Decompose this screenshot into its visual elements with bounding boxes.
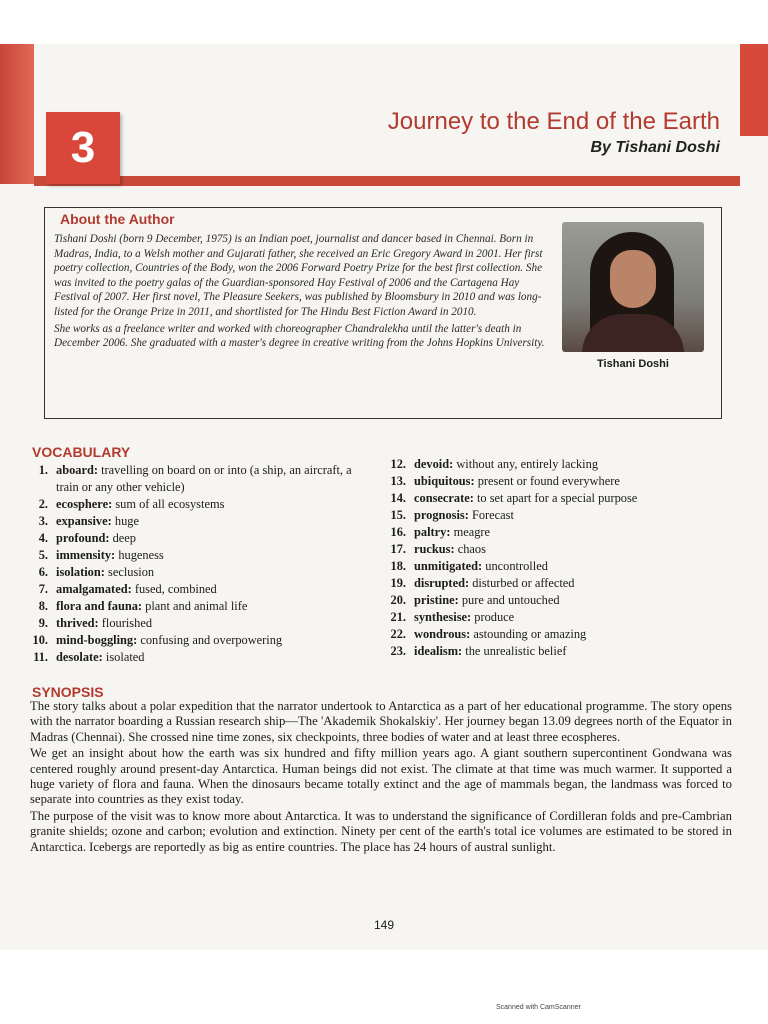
right-decorative-band xyxy=(740,44,768,136)
vocabulary-number: 17. xyxy=(390,542,406,556)
vocabulary-number: 18. xyxy=(390,559,406,573)
vocabulary-definition: astounding or amazing xyxy=(473,627,587,641)
vocabulary-item xyxy=(384,507,724,524)
vocabulary-term: wondrous: xyxy=(414,627,471,641)
vocabulary-term: synthesise: xyxy=(414,610,472,624)
vocabulary-definition: pure and untouched xyxy=(461,593,560,607)
vocabulary-number: 14. xyxy=(390,491,406,505)
vocabulary-term: aboard: xyxy=(56,463,98,477)
vocabulary-number: 7. xyxy=(38,582,48,596)
vocabulary-definition: meagre xyxy=(453,525,491,539)
vocabulary-definition: confusing and overpowering xyxy=(140,633,283,647)
vocabulary-definition: without any, entirely lacking xyxy=(456,457,599,471)
vocabulary-item xyxy=(26,649,370,666)
author-photo-caption: Tishani Doshi xyxy=(597,358,669,370)
vocabulary-definition: flourished xyxy=(101,616,153,630)
vocabulary-term: flora and fauna: xyxy=(56,599,143,613)
vocabulary-term: ruckus: xyxy=(414,542,455,556)
vocabulary-term: amalgamated: xyxy=(56,582,132,596)
vocabulary-number: 12. xyxy=(390,457,406,471)
vocabulary-definition: huge xyxy=(114,514,139,528)
vocabulary-definition: to set apart for a special purpose xyxy=(476,491,638,505)
vocabulary-number: 9. xyxy=(38,616,48,630)
vocabulary-definition: Forecast xyxy=(471,508,514,522)
vocabulary-item xyxy=(384,626,724,643)
vocabulary-item xyxy=(384,541,724,558)
chapter-byline: By Tishani Doshi xyxy=(590,139,720,156)
vocabulary-number: 3. xyxy=(38,514,48,528)
vocabulary-term: expansive: xyxy=(56,514,112,528)
vocabulary-term: profound: xyxy=(56,531,110,545)
vocabulary-item xyxy=(384,609,724,626)
vocabulary-item xyxy=(26,530,370,547)
vocabulary-definition: uncontrolled xyxy=(485,559,548,573)
vocabulary-number: 20. xyxy=(390,593,406,607)
vocabulary-term: desolate: xyxy=(56,650,103,664)
vocabulary-number: 23. xyxy=(390,644,406,658)
vocabulary-item xyxy=(384,575,724,592)
vocabulary-definition: chaos xyxy=(457,542,486,556)
vocabulary-definition: isolated xyxy=(105,650,145,664)
vocabulary-number: 11. xyxy=(33,650,48,664)
vocabulary-item xyxy=(384,524,724,541)
vocabulary-definition: present or found everywhere xyxy=(477,474,620,488)
vocabulary-item xyxy=(384,592,724,609)
vocabulary-item xyxy=(384,490,724,507)
vocabulary-item xyxy=(26,462,370,496)
vocabulary-definition: seclusion xyxy=(108,565,155,579)
vocabulary-column-1 xyxy=(26,462,370,666)
author-photo xyxy=(562,222,704,352)
synopsis-heading: SYNOPSIS xyxy=(32,684,104,700)
vocabulary-number: 16. xyxy=(390,525,406,539)
vocabulary-term: idealism: xyxy=(414,644,463,658)
vocabulary-column-2 xyxy=(384,456,724,660)
vocabulary-term: consecrate: xyxy=(414,491,474,505)
vocabulary-term: isolation: xyxy=(56,565,105,579)
vocabulary-number: 4. xyxy=(38,531,48,545)
vocabulary-item xyxy=(26,615,370,632)
vocabulary-definition: sum of all ecosystems xyxy=(115,497,225,511)
vocabulary-definition: deep xyxy=(112,531,136,545)
vocabulary-item xyxy=(26,547,370,564)
page-number: 149 xyxy=(373,918,395,932)
vocabulary-item xyxy=(26,598,370,615)
vocabulary-term: pristine: xyxy=(414,593,459,607)
vocabulary-definition: the unrealistic belief xyxy=(465,644,567,658)
vocabulary-item xyxy=(384,558,724,575)
vocabulary-term: mind-boggling: xyxy=(56,633,138,647)
vocabulary-term: disrupted: xyxy=(414,576,470,590)
vocabulary-number: 21. xyxy=(390,610,406,624)
vocabulary-item xyxy=(26,564,370,581)
vocabulary-item xyxy=(26,581,370,598)
vocabulary-number: 19. xyxy=(390,576,406,590)
about-author-text xyxy=(54,232,550,353)
vocabulary-term: devoid: xyxy=(414,457,454,471)
synopsis-text xyxy=(30,699,732,856)
vocabulary-definition: produce xyxy=(474,610,515,624)
vocabulary-definition: hugeness xyxy=(118,548,164,562)
vocabulary-item xyxy=(26,632,370,649)
chapter-number: 3 xyxy=(46,112,120,184)
synopsis-paragraph: The story talks about a polar expedition that the narrator undertook to Antarctica as a part of her educational programme. The story opens with the narrator boarding a Russian research ship—The 'Akademik Shokalskiy'. Her journey began 13.09 degrees north of the Equator in Madras (Chennai). She crossed nine time zones, six checkpoints, three bodies of water and at least three ecospheres. xyxy=(30,699,732,744)
vocabulary-item xyxy=(26,513,370,530)
vocabulary-term: thrived: xyxy=(56,616,99,630)
vocabulary-item xyxy=(384,456,724,473)
vocabulary-number: 13. xyxy=(390,474,406,488)
vocabulary-heading: VOCABULARY xyxy=(32,444,131,460)
vocabulary-item xyxy=(384,643,724,660)
header-rule xyxy=(34,176,740,186)
vocabulary-item xyxy=(26,496,370,513)
vocabulary-number: 8. xyxy=(38,599,48,613)
about-author-heading: About the Author xyxy=(56,211,179,227)
vocabulary-item xyxy=(384,473,724,490)
synopsis-paragraph: The purpose of the visit was to know more about Antarctica. It was to understand the significance of Cordilleran folds and pre-Cambrian granite shields; ozone and carbon; evolution and extinction. Ninety per cent of the earth's total ice volumes are estimated to be stored in Antarctica. Icebergs are reportedly as big as entire countries. The place has 24 hours of austral sunlight. xyxy=(30,808,732,854)
vocabulary-number: 6. xyxy=(38,565,48,579)
chapter-title: Journey to the End of the Earth xyxy=(387,108,720,135)
vocabulary-definition: disturbed or affected xyxy=(472,576,575,590)
vocabulary-number: 15. xyxy=(390,508,406,522)
vocabulary-term: prognosis: xyxy=(414,508,469,522)
vocabulary-number: 5. xyxy=(38,548,48,562)
vocabulary-term: ubiquitous: xyxy=(414,474,475,488)
vocabulary-definition: travelling on board on or into (a ship, an aircraft, a train or any other vehicle) xyxy=(56,463,352,494)
vocabulary-term: paltry: xyxy=(414,525,451,539)
scan-watermark: Scanned with CamScanner xyxy=(496,1004,581,1011)
vocabulary-number: 1. xyxy=(38,463,48,477)
vocabulary-number: 22. xyxy=(390,627,406,641)
synopsis-paragraph: We get an insight about how the earth was six hundred and fifty million years ago. A giant southern supercontinent Gondwana was centered roughly around present-day Antarctica. Human beings did not exist. The climate at that time was much warmer. It supported a huge variety of flora and fauna. When the dinosaurs became totally extinct and the age of mammals began, the landmass was forced to separate into countries as they exist today. xyxy=(30,746,732,807)
vocabulary-definition: fused, combined xyxy=(134,582,217,596)
vocabulary-number: 10. xyxy=(32,633,48,647)
vocabulary-number: 2. xyxy=(38,497,48,511)
vocabulary-term: ecosphere: xyxy=(56,497,113,511)
vocabulary-definition: plant and animal life xyxy=(145,599,248,613)
about-paragraph: Tishani Doshi (born 9 December, 1975) is an Indian poet, journalist and dancer based in Chennai. Born in Madras, India, to a Welsh mother and Gujarati father, she received an Eric Gregory Award in 2001. Her first poetry collection, Countries of the Body, won the 2006 Forward Poetry Prize for the best first collection. She was invited to the poetry galas of the Guardian-sponsored Hay Festival of 2006 and the Cartagena Hay Festival of 2007. Her first novel, The Pleasure Seekers, was published by Bloomsbury in 2010 and was long-listed for the Orange Prize in 2011, and shortlisted for The Hindu Best Fiction Award in 2010. xyxy=(54,233,543,318)
about-paragraph: She works as a freelance writer and worked with choreographer Chandralekha until the latter's death in December 2006. She graduated with a master's degree in creative writing from the Johns Hopkins University. xyxy=(54,322,545,350)
vocabulary-term: unmitigated: xyxy=(414,559,483,573)
left-decorative-band xyxy=(0,44,34,184)
vocabulary-term: immensity: xyxy=(56,548,116,562)
